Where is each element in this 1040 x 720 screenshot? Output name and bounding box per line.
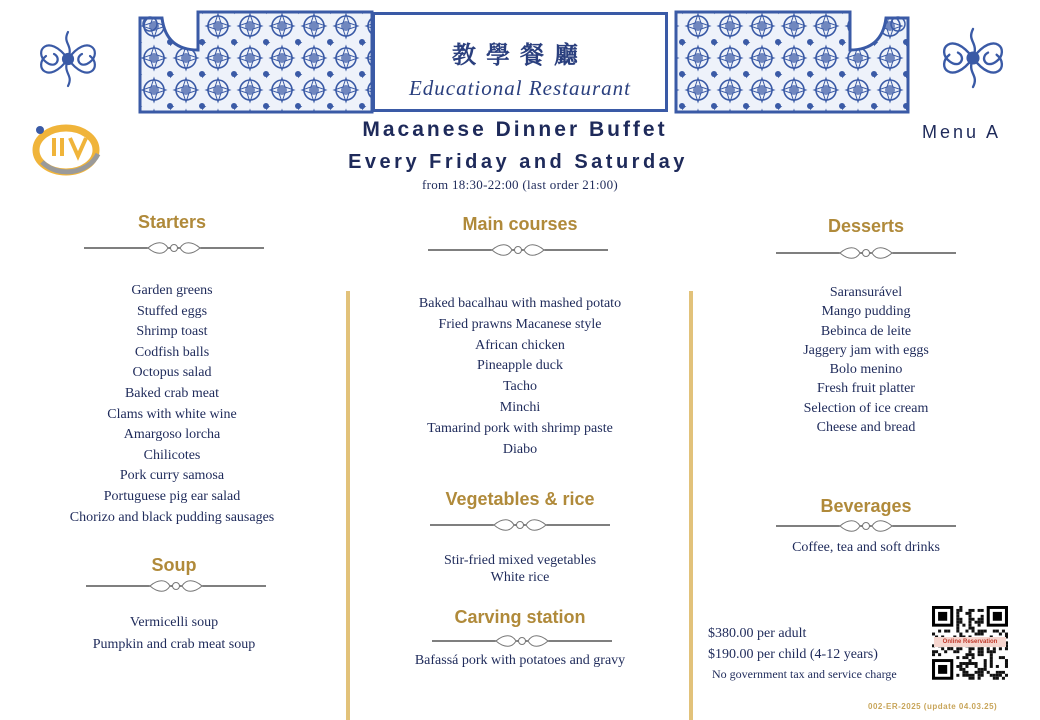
menu-item: Coffee, tea and soft drinks (792, 540, 940, 555)
menu-item: Selection of ice cream (803, 400, 929, 416)
menu-item: Portuguese pig ear salad (103, 488, 241, 504)
menu-item: Pineapple duck (477, 358, 563, 374)
menu-item: Pumpkin and crab meat soup (92, 637, 256, 652)
restaurant-title-box (372, 12, 668, 112)
menu-item: Shrimp toast (136, 324, 208, 340)
menu-item: Amargoso lorcha (123, 427, 221, 443)
carving-station-divider (432, 634, 612, 648)
menu-item: Pork curry samosa (119, 468, 225, 484)
menu-item: Baked crab meat (124, 385, 220, 401)
online-reservation-qr[interactable] (932, 606, 1008, 680)
starters-divider (84, 241, 264, 255)
menu-item: White rice (490, 570, 550, 585)
menu-item: Chorizo and black pudding sausages (69, 509, 275, 525)
qr-label: Online Reservation (934, 637, 1006, 647)
vegetables-rice-divider (430, 518, 610, 532)
carving-station-list (380, 652, 660, 670)
desserts-list (736, 283, 996, 437)
main-courses-divider (428, 243, 608, 257)
starters-list (42, 281, 302, 528)
menu-item: Vermicelli soup (129, 615, 219, 630)
price-adult: $380.00 per adult (708, 626, 807, 641)
menu-item: Chilicotes (143, 447, 201, 463)
menu-item: Clams with white wine (107, 406, 237, 422)
main-courses-heading: Main courses (462, 214, 578, 234)
column-divider-right (689, 291, 693, 720)
menu-item: Bebinca de leite (820, 323, 912, 339)
starters-heading: Starters (137, 212, 207, 232)
carving-station-heading: Carving station (454, 607, 586, 627)
menu-item: Fried prawns Macanese style (438, 316, 602, 332)
restaurant-name-chinese: 教學餐廳 (452, 40, 588, 69)
menu-item: Bafassá pork with potatoes and gravy (414, 653, 626, 668)
vegetables-rice-list (380, 552, 660, 586)
beverages-list (736, 539, 996, 557)
main-courses-list (380, 294, 660, 460)
price-note: No government tax and service charge (712, 667, 897, 681)
soup-heading: Soup (151, 555, 197, 575)
restaurant-name-english: Educational Restaurant (408, 76, 632, 100)
menu-item: Octopus salad (132, 365, 212, 381)
menu-label: Menu A (922, 122, 1002, 142)
menu-item: Jaggery jam with eggs (803, 342, 929, 358)
menu-item: Fresh fruit platter (817, 381, 915, 397)
desserts-heading: Desserts (827, 216, 905, 236)
menu-item: African chicken (475, 337, 565, 353)
menu-item: Saransurável (829, 285, 903, 300)
menu-item: Diabo (502, 441, 538, 457)
soup-list (44, 612, 304, 656)
desserts-divider (776, 246, 956, 260)
menu-item: Cheese and bread (816, 420, 916, 436)
soup-divider (86, 579, 266, 593)
menu-item: Stir-fried mixed vegetables (443, 553, 597, 568)
price-child: $190.00 per child (4-12 years) (708, 647, 878, 662)
beverages-heading: Beverages (820, 496, 912, 516)
beverages-divider (776, 519, 956, 533)
menu-item: Bolo menino (829, 362, 903, 378)
floral-ornament-right-icon (930, 18, 1016, 98)
menu-item: Baked bacalhau with mashed potato (418, 296, 622, 311)
menu-item: Mango pudding (821, 304, 911, 320)
column-divider-left (346, 291, 350, 720)
menu-item: Stuffed eggs (136, 303, 208, 319)
menu-item: Garden greens (131, 283, 213, 298)
floral-ornament-left-icon (28, 22, 108, 96)
event-days: Every Friday and Saturday (348, 151, 688, 173)
document-code: 002-ER-2025 (update 04.03.25) (868, 702, 998, 711)
event-hours: from 18:30-22:00 (last order 21:00) (421, 177, 619, 192)
vegetables-rice-heading: Vegetables & rice (445, 489, 595, 509)
menu-item: Tamarind pork with shrimp paste (427, 420, 613, 436)
menu-item: Minchi (499, 399, 541, 415)
menu-item: Tacho (502, 379, 537, 395)
event-title: Macanese Dinner Buffet (362, 118, 668, 141)
menu-item: Codfish balls (134, 344, 210, 360)
